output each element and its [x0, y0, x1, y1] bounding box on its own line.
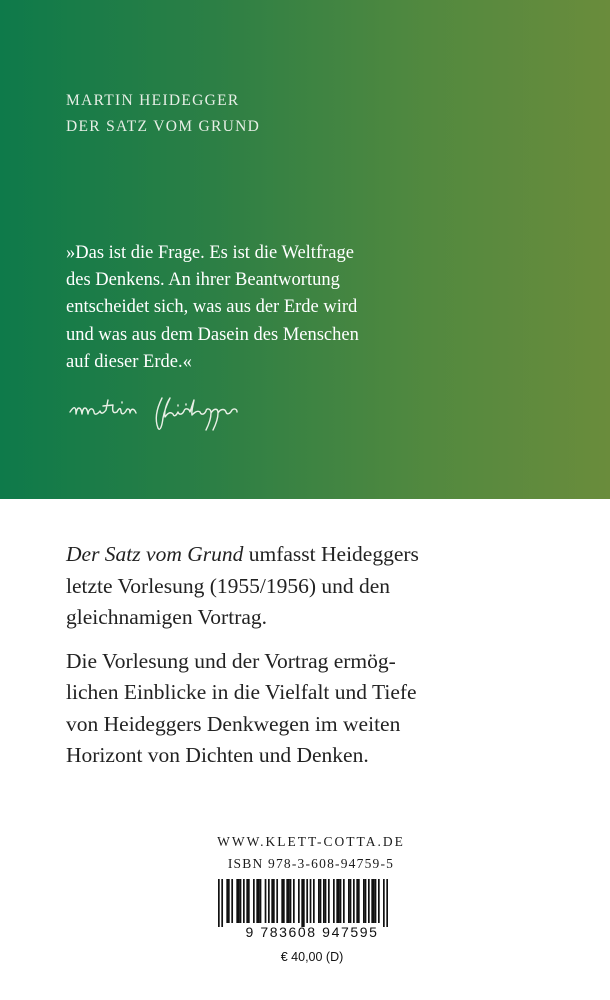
blurb-line: Horizont von Dichten und Denken. [66, 743, 369, 767]
barcode-bar [368, 879, 370, 923]
quote-line: auf dieser Erde.« [66, 351, 192, 372]
barcode-bar [340, 879, 342, 923]
barcode-bar [375, 879, 377, 923]
publisher-website: WWW.KLETT-COTTA.DE [217, 834, 405, 849]
barcode-bar [281, 879, 283, 923]
quote-line: »Das ist die Frage. Es ist die Weltfrage [66, 243, 354, 263]
quote-line: und was aus dem Dasein des Menschen [66, 324, 359, 345]
barcode-bar [243, 879, 245, 923]
author-title-block [66, 88, 260, 140]
blurb-line: letzte Vorlesung (1955/1956) und den [66, 573, 391, 598]
barcode-bar [313, 879, 315, 923]
barcode-bar [333, 879, 335, 923]
barcode-bar [260, 879, 262, 923]
barcode-bars [218, 879, 388, 927]
barcode-bar [228, 879, 230, 923]
barcode-bar [328, 879, 330, 923]
barcode-bar [288, 879, 290, 923]
barcode-bar [363, 879, 365, 923]
barcode-bar [246, 879, 248, 923]
barcode-bar [306, 879, 308, 923]
barcode-bar [293, 879, 295, 923]
barcode-bar [271, 879, 273, 923]
barcode-bar [273, 879, 275, 923]
barcode-bar [276, 879, 278, 923]
barcode-bar [258, 879, 260, 923]
price-label: € 40,00 (D) [280, 950, 344, 964]
barcode-bar [338, 879, 340, 923]
blurb-line: von Heideggers Denkwegen im weiten [66, 711, 401, 736]
author-signature-image [66, 384, 356, 434]
barcode-bar [283, 879, 285, 923]
barcode-bar [236, 879, 238, 923]
barcode-bar [290, 879, 292, 923]
quote-line: entscheidet sich, was aus der Erde wird [66, 297, 358, 318]
blurb-text [66, 539, 566, 772]
barcode-bar [268, 879, 270, 923]
barcode-bar [320, 879, 322, 923]
barcode-bar [343, 879, 345, 923]
barcode-bar [303, 879, 305, 927]
book-title: DER SATZ VOM GRUND [66, 118, 261, 135]
barcode-bar [383, 879, 385, 927]
barcode-bar [226, 879, 228, 923]
barcode-digits: 9 783608 947595 [245, 924, 379, 940]
barcode-bar [358, 879, 360, 923]
blurb-line: gleichnamigen Vortrag. [66, 605, 268, 629]
barcode-bar [348, 879, 350, 923]
barcode-bar [301, 879, 303, 927]
barcode-bar [218, 879, 220, 927]
barcode-bar [325, 879, 327, 923]
barcode-bar [365, 879, 367, 923]
author-name: MARTIN HEIDEGGER [66, 92, 240, 109]
blurb-line: Die Vorlesung und der Vortrag ermög- [66, 648, 396, 673]
book-title-italic: Der Satz vom Grund [66, 542, 244, 566]
quote-line: des Denkens. An ihrer Beantwortung [66, 270, 340, 291]
barcode-bar [378, 879, 380, 923]
barcode-bar [221, 879, 223, 927]
barcode-bar [238, 879, 240, 923]
quote-block [66, 240, 446, 376]
barcode-bar [298, 879, 300, 923]
barcode-bar [248, 879, 250, 923]
blurb-text-segment: umfasst Heideggers [243, 542, 419, 566]
barcode-bar [253, 879, 255, 923]
blurb-paragraph-2 [66, 646, 566, 772]
blurb-line: lichen Einblicke in die Vielfalt und Tiefe [66, 680, 417, 704]
isbn-number: ISBN 978-3-608-94759-5 [227, 856, 395, 871]
barcode-bar [336, 879, 338, 923]
cover-top-panel [0, 0, 610, 499]
barcode-bar [265, 879, 267, 923]
barcode-bar [256, 879, 258, 923]
barcode-bar [356, 879, 358, 923]
barcode-bar [386, 879, 388, 927]
barcode-bar [310, 879, 312, 923]
barcode-bar [323, 879, 325, 923]
barcode-bar [353, 879, 355, 923]
barcode-bar [231, 879, 233, 923]
barcode-bar [286, 879, 288, 923]
barcode-bar [371, 879, 373, 923]
barcode-bar [240, 879, 242, 923]
barcode-bar [373, 879, 375, 923]
barcode-bar [318, 879, 320, 923]
barcode-bar [350, 879, 352, 923]
blurb-line [66, 539, 566, 571]
